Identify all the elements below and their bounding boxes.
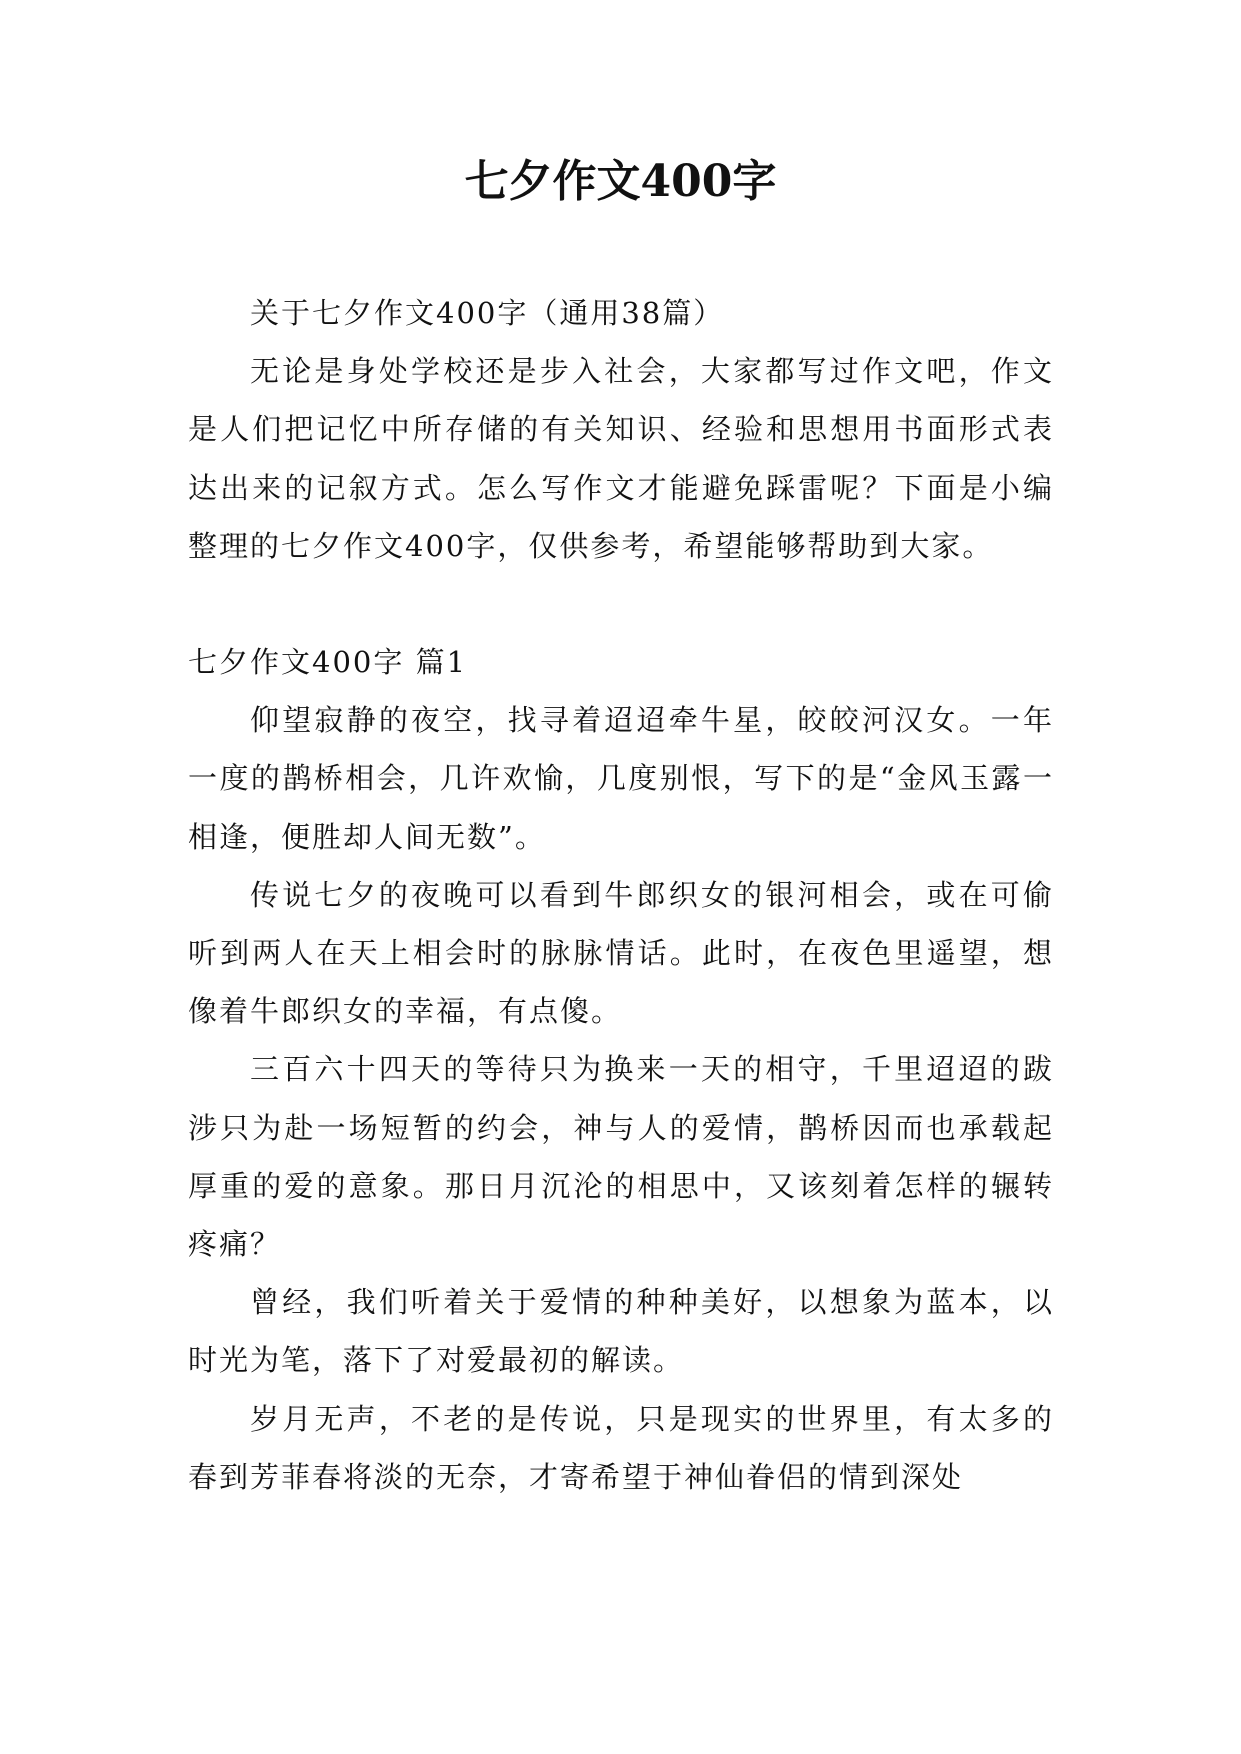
document-body xyxy=(188,284,1054,1506)
document-subtitle: 关于七夕作文400字（通用38篇） xyxy=(250,296,725,330)
body-paragraph-4: 曾经，我们听着关于爱情的种种美好，以想象为蓝本，以时光为笔，落下了对爱最初的解读。 xyxy=(188,1285,1054,1378)
body-paragraph-3: 三百六十四天的等待只为换来一天的相守，千里迢迢的跋涉只为赴一场短暂的约会，神与人的爱情，鹊桥因而也承载起厚重的爱的意象。那日月沉沦的相思中，又该刻着怎样的辗转疼痛？ xyxy=(188,1052,1054,1262)
document-title: 七夕作文400字 xyxy=(464,156,777,207)
body-paragraph-2: 传说七夕的夜晚可以看到牛郎织女的银河相会，或在可偷听到两人在天上相会时的脉脉情话。此时，在夜色里遥望，想像着牛郎织女的幸福，有点傻。 xyxy=(188,877,1054,1029)
section-heading: 七夕作文400字 篇1 xyxy=(188,645,468,680)
intro-paragraph: 无论是身处学校还是步入社会，大家都写过作文吧，作文是人们把记忆中所存储的有关知识、经验和思想用书面形式表达出来的记叙方式。怎么写作文才能避免踩雷呢？下面是小编整理的七夕作文400字，仅供参考，希望能够帮助到大家。 xyxy=(188,354,1054,563)
body-paragraph-1: 仰望寂静的夜空，找寻着迢迢牵牛星，皎皎河汉女。一年一度的鹊桥相会，几许欢愉，几度别恨，写下的是“金风玉露一相逢，便胜却人间无数”。 xyxy=(188,703,1054,854)
body-paragraph-5: 岁月无声，不老的是传说，只是现实的世界里，有太多的春到芳菲春将淡的无奈，才寄希望于神仙眷侣的情到深处 xyxy=(188,1401,1054,1494)
